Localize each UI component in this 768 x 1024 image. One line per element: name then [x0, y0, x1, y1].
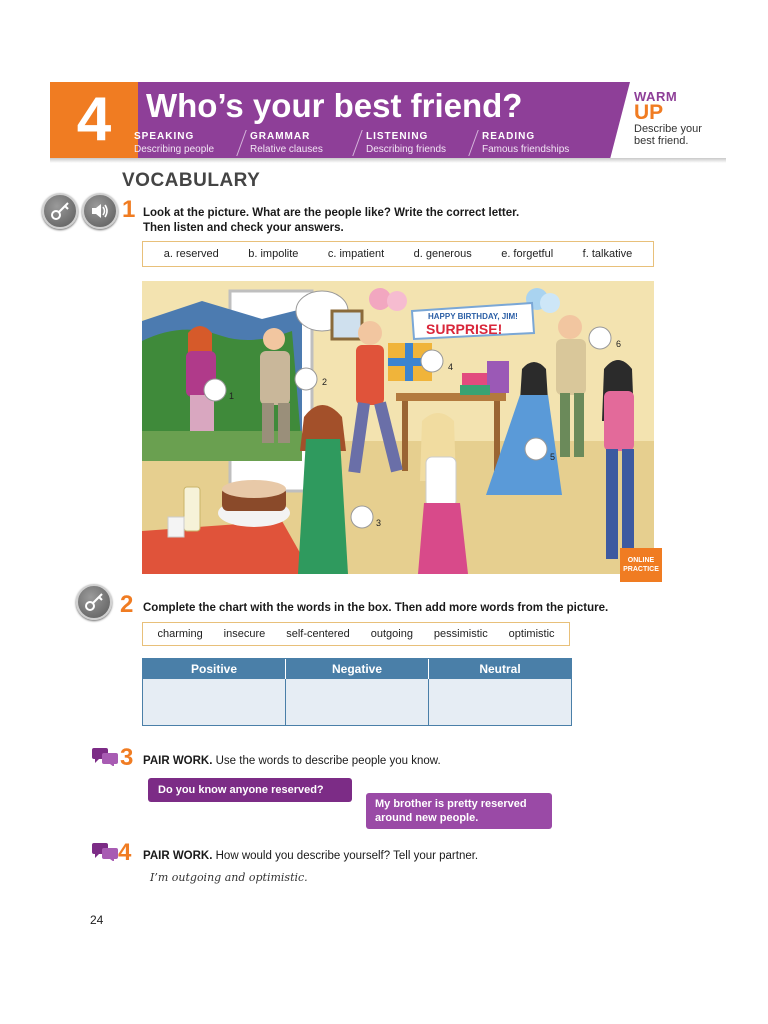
speech-bubble-question: Do you know anyone reserved?: [148, 778, 352, 802]
warm-up-label-2: UP: [634, 101, 664, 124]
topic-reading: READING Famous friendships: [482, 131, 570, 155]
party-scene: [142, 281, 654, 574]
topic-speaking: SPEAKING Describing people: [134, 130, 246, 158]
section-title: VOCABULARY: [122, 170, 261, 191]
answer-label-5: 5: [550, 452, 556, 462]
word-option: e. forgetful: [501, 248, 554, 260]
example-sentence: I’m outgoing and optimistic.: [150, 871, 308, 884]
exercise-2-number: 2: [120, 591, 134, 618]
warm-up-label: WARM: [634, 89, 678, 104]
answer-label-6: 6: [616, 339, 622, 349]
exercise-1-word-box: [142, 241, 654, 267]
exercise-1-number: 1: [122, 196, 136, 223]
exercise-2-instruction: Complete the chart with the words in the box. Then add more words from the picture.: [143, 602, 609, 614]
speech-bubble-answer: My brother is pretty reserved around new people.: [366, 793, 552, 829]
word-option: f. talkative: [582, 248, 633, 260]
word-option: optimistic: [508, 628, 555, 640]
word-option: charming: [157, 628, 203, 640]
pair-work-label: PAIR WORK.: [143, 850, 213, 862]
unit-number-box: [50, 82, 138, 158]
answer-key-icon[interactable]: [76, 584, 112, 620]
answer-label-2: 2: [322, 377, 328, 387]
topic-divider: [352, 130, 362, 156]
word-option: c. impatient: [327, 248, 385, 260]
unit-header: [50, 82, 726, 162]
topic-listening: LISTENING Describing friends: [366, 130, 478, 158]
audio-speaker-icon[interactable]: [82, 193, 118, 229]
topic-divider: [468, 130, 478, 156]
page-number: 24: [90, 913, 104, 927]
chart-header-neutral: Neutral: [479, 662, 521, 676]
word-option: outgoing: [370, 628, 413, 640]
chart-body-row: [143, 679, 571, 725]
unit-number: 4: [76, 85, 112, 154]
chart-cell-negative[interactable]: [286, 679, 429, 725]
header-shadow: [50, 158, 726, 163]
banner-text-2: SURPRISE!: [426, 321, 503, 337]
word-option: a. reserved: [163, 248, 219, 260]
word-option: self-centered: [286, 628, 350, 640]
exercise-1-instruction: Look at the picture. What are the people like? Write the correct letter. Then listen and check your answers.: [143, 207, 520, 234]
unit-title: Who’s your best friend?: [146, 87, 523, 124]
online-practice-badge[interactable]: ONLINE PRACTICE: [620, 548, 662, 582]
chart-header-negative: Negative: [286, 659, 429, 679]
exercise-3-instruction: PAIR WORK. Use the words to describe people you know.: [143, 755, 441, 767]
exercise-4-instruction: PAIR WORK. How would you describe yourself? Tell your partner.: [143, 850, 479, 862]
answer-label-1: 1: [229, 391, 235, 401]
unit-topics: [134, 130, 598, 158]
word-option: insecure: [223, 628, 266, 640]
warm-up-description: Describe your best friend.: [634, 123, 702, 147]
exercise-2-word-box: [142, 622, 570, 646]
exercise-3-number: 3: [120, 744, 134, 771]
topic-grammar: GRAMMAR Relative clauses: [250, 130, 362, 158]
party-illustration: [142, 281, 654, 574]
word-chart: [142, 658, 572, 726]
topic-divider: [236, 130, 246, 156]
banner-text-1: HAPPY BIRTHDAY, JIM!: [428, 312, 518, 321]
exercise-4-number: 4: [118, 839, 132, 866]
answer-key-icon[interactable]: [42, 193, 78, 229]
answer-label-4: 4: [448, 362, 454, 372]
word-option: d. generous: [413, 248, 472, 260]
word-option: pessimistic: [433, 628, 488, 640]
chart-header-row: [143, 659, 571, 679]
warm-up-box: [634, 90, 714, 147]
pair-work-icon: [92, 843, 120, 861]
chart-header-positive: Positive: [143, 659, 286, 679]
answer-label-3: 3: [376, 518, 382, 528]
word-option: b. impolite: [248, 248, 299, 260]
pair-work-icon: [92, 748, 120, 766]
chart-cell-positive[interactable]: [143, 679, 286, 725]
pair-work-label: PAIR WORK.: [143, 755, 213, 767]
chart-cell-neutral[interactable]: [429, 679, 571, 725]
